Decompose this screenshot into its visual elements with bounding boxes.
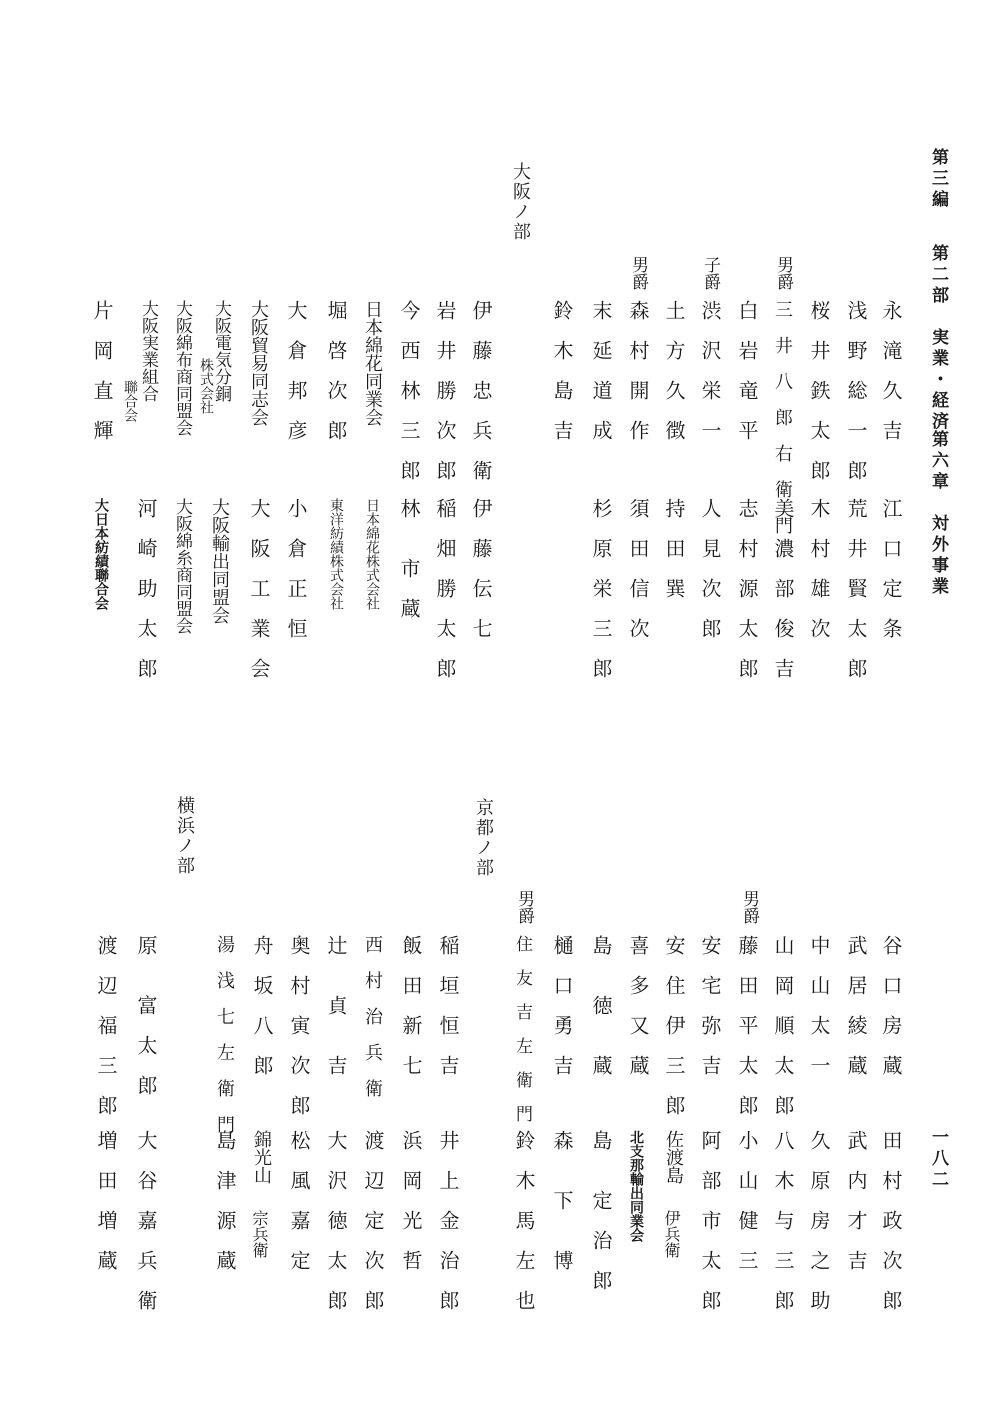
list-item: 大阪貿易同志会 — [248, 300, 269, 426]
list-item: 渋 沢 栄 一 — [698, 300, 722, 440]
list-item: 永 滝 久 吉 — [879, 300, 903, 440]
list-item: 須 田 信 次 — [626, 498, 650, 638]
list-item: 西 村 治 兵 衛 — [362, 935, 383, 1097]
section-yokohama: 横浜ノ部 — [174, 796, 195, 876]
list-item: 舟 坂 八 郎 — [250, 935, 274, 1075]
list-item: 人 見 次 郎 — [698, 498, 722, 638]
list-item: 辻 貞 吉 — [324, 935, 348, 1075]
list-item: 片 岡 直 輝 — [90, 300, 114, 440]
list-item: 今 西 林 三 郎 — [397, 300, 421, 480]
list-item: 日本綿花株式会社 — [364, 498, 380, 610]
rank-label: 子爵 — [700, 256, 720, 290]
list-item: 河 崎 助 太 郎 — [134, 498, 158, 678]
list-item: 稲 畑 勝 太 郎 — [433, 498, 457, 678]
list-item: 島 徳 蔵 — [589, 935, 613, 1075]
list-item: 安 宅 弥 吉 — [698, 935, 722, 1075]
section-kyoto: 京都ノ部 — [473, 798, 494, 878]
list-item: 鈴 木 島 吉 — [550, 300, 574, 440]
list-item: 錦光山 — [251, 1130, 272, 1184]
list-item: 北支那輸出同業会 — [628, 1130, 644, 1242]
list-item: 住 友 吉 左 衛 門 — [512, 935, 532, 1122]
rank-label: 男爵 — [773, 256, 793, 290]
header-sho: 第六章 対外事業 — [928, 430, 948, 598]
list-item: 阿 部 市 太 郎 — [698, 1130, 722, 1310]
list-item: 山 岡 順 太 郎 — [771, 935, 795, 1115]
list-item: 渡 辺 定 次 郎 — [361, 1130, 385, 1310]
list-item: 林 市 蔵 — [397, 498, 421, 618]
list-item: 稲 垣 恒 吉 — [436, 935, 460, 1075]
list-item: 田 村 政 次 郎 — [879, 1130, 903, 1310]
list-item: 中 山 太 一 — [807, 935, 831, 1075]
list-item: 藤 田 平 太 郎 — [735, 935, 759, 1115]
list-item: 大阪綿布商同盟会 — [172, 300, 192, 436]
section-osaka: 大阪ノ部 — [510, 162, 531, 242]
list-item: 小 倉 正 恒 — [284, 498, 308, 638]
list-item: 大 倉 邦 彦 — [284, 300, 308, 440]
list-item: 大阪実業組合 — [138, 300, 158, 402]
list-item: 岩 井 勝 次 郎 — [433, 300, 457, 480]
list-item: 末 延 道 成 — [589, 300, 613, 440]
list-item: 東洋紡績株式会社 — [328, 498, 344, 610]
list-item: 江 口 定 条 — [879, 498, 903, 638]
list-item: 大 阪 工 業 会 — [247, 498, 271, 678]
list-item: 武 居 綾 蔵 — [844, 935, 868, 1075]
list-item: 大阪綿糸商同盟会 — [172, 498, 192, 634]
list-item: 三 井 八 郎 右 衛 門 — [772, 300, 793, 534]
list-item: 森 村 開 作 — [626, 300, 650, 440]
list-item: 松 風 嘉 定 — [287, 1130, 311, 1270]
list-item: 杉 原 栄 三 郎 — [589, 498, 613, 678]
list-item: 渡 辺 福 三 郎 — [94, 935, 118, 1115]
list-item: 八 木 与 三 郎 — [771, 1130, 795, 1310]
list-item: 島 定 治 郎 — [589, 1130, 613, 1290]
list-item: 浜 岡 光 哲 — [399, 1130, 423, 1270]
list-item: 志 村 源 太 郎 — [735, 498, 759, 678]
list-item: 久 原 房 之 助 — [807, 1130, 831, 1310]
list-item: 日本綿花同業会 — [362, 300, 383, 426]
rank-label: 男爵 — [514, 890, 534, 924]
list-item: 浅 野 総 一 郎 — [844, 300, 868, 480]
list-item: 美 濃 部 俊 吉 — [771, 498, 795, 678]
list-item: 大 谷 嘉 兵 衛 — [134, 1130, 158, 1310]
list-item: 宗兵衛 — [250, 1210, 269, 1258]
list-item: 桜 井 鉄 太 郎 — [807, 300, 831, 480]
page-number: 一八二 — [928, 1128, 948, 1191]
list-item: 井 上 金 治 郎 — [436, 1130, 460, 1310]
list-item: 増 田 増 蔵 — [94, 1130, 118, 1270]
list-item: 飯 田 新 七 — [399, 935, 423, 1075]
list-item: 荒 井 賢 太 郎 — [844, 498, 868, 678]
list-item: 木 村 雄 次 — [807, 498, 831, 638]
rank-label: 男爵 — [739, 890, 759, 924]
list-item: 安 住 伊 三 郎 — [662, 935, 686, 1115]
list-item: 谷 口 房 蔵 — [879, 935, 903, 1075]
list-item: 白 岩 竜 平 — [735, 300, 759, 440]
list-item: 喜 多 又 蔵 — [626, 935, 650, 1075]
list-item: 聯合会 — [122, 380, 138, 422]
rank-label: 男爵 — [628, 256, 648, 290]
list-item: 島 津 源 蔵 — [213, 1130, 237, 1270]
list-item: 湯 浅 七 左 衛 門 — [214, 935, 235, 1133]
list-item: 樋 口 勇 吉 — [550, 935, 574, 1075]
list-item: 森 下 博 — [550, 1130, 574, 1270]
list-item: 伊 藤 伝 七 — [469, 498, 493, 638]
header-bu: 第二部 実業・経済 — [928, 244, 948, 433]
list-item: 大日本紡績聯合会 — [93, 498, 109, 610]
list-item: 伊 藤 忠 兵 衛 — [469, 300, 493, 480]
list-item: 大阪輸出同盟会 — [209, 498, 230, 624]
list-item: 堀 啓 次 郎 — [324, 300, 348, 440]
header-hen: 第三編 — [928, 148, 948, 211]
list-item: 土 方 久 徴 — [662, 300, 686, 440]
list-item: 原 富 太 郎 — [134, 935, 158, 1095]
list-item: 鈴 木 馬 左 也 — [512, 1130, 536, 1310]
list-item: 奥 村 寅 次 郎 — [287, 935, 311, 1115]
list-item: 伊兵衛 — [662, 1210, 681, 1258]
list-item: 大 沢 徳 太 郎 — [324, 1130, 348, 1310]
list-item: 株式会社 — [198, 358, 214, 414]
list-item: 持 田 巽 — [662, 498, 686, 598]
list-item: 佐渡島 — [663, 1130, 684, 1184]
list-item: 武 内 才 吉 — [844, 1130, 868, 1270]
list-item: 大阪電気分銅 — [211, 300, 231, 402]
list-item: 小 山 健 三 — [735, 1130, 759, 1270]
